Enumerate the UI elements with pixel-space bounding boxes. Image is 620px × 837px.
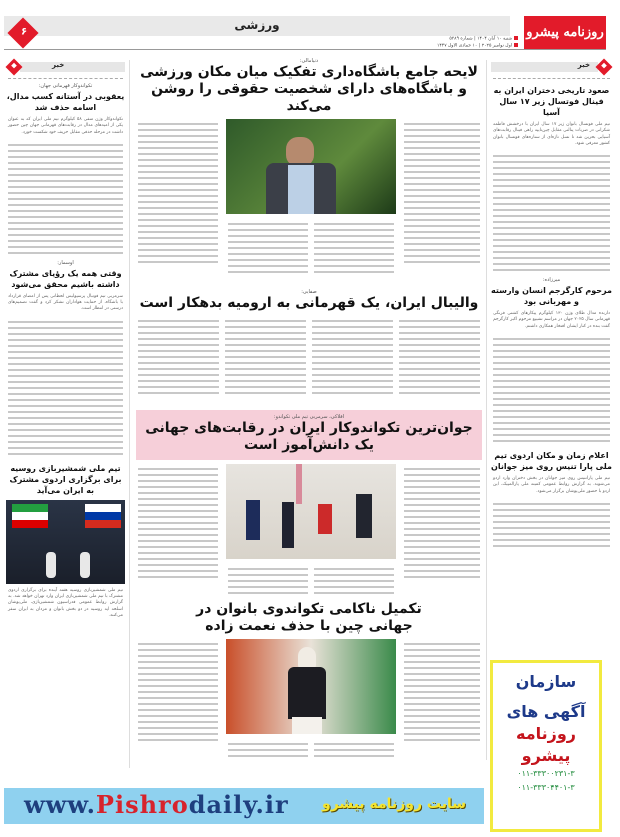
story-title[interactable]: یعقوبی در آستانه کسب مدال، اسامه حذف شد	[6, 92, 125, 112]
main-column	[136, 60, 482, 775]
story-body	[487, 149, 616, 277]
ad-line: سازمان	[515, 672, 577, 691]
ad-box[interactable]	[490, 660, 602, 832]
news-label: خبر	[491, 60, 612, 74]
article-headline[interactable]: والیبال ایران، یک قهرمانی به ارومیه بدهکار است	[139, 295, 479, 311]
article-kicker: افلاکی، سرمربی تیم ملی تکواندو:	[273, 414, 345, 420]
taekwondo-photo	[226, 464, 396, 559]
article1-body	[136, 115, 482, 285]
iran-flag-icon	[12, 504, 48, 528]
ad-phone: ۰۱۱-۳۳۳۰۴۴۰۱-۳	[517, 783, 575, 792]
news-label: خبر	[6, 60, 125, 74]
website-url[interactable]: www.Pishrodaily.ir	[24, 790, 289, 819]
issue-meta	[437, 36, 518, 49]
article-kicker: صفایی:	[301, 289, 317, 295]
ad-line: روزنامه	[516, 724, 576, 743]
article3-body	[136, 460, 482, 595]
divider	[493, 78, 610, 79]
story-lead: سرمربی تیم فوتبال پرسپولیس لحظاتی پس از امضای قرارداد با باشگاه، از حمایت هواداران تشکر کرد و گفت تصمیم‌های درستی در انتظار است.	[8, 293, 123, 312]
issue-date: شنبه ۱۰ آبان ۱۴۰۴ | شماره ۵۳۸۹	[449, 36, 512, 42]
article-kicker: دنیامالی:	[299, 58, 319, 64]
bullet-icon	[514, 43, 518, 47]
athlete-photo	[226, 639, 396, 734]
story-body	[487, 332, 616, 448]
story-body	[2, 138, 129, 260]
story-kicker: اوسمار:	[57, 259, 74, 266]
story-kicker: میرزاده:	[542, 277, 561, 284]
story-title[interactable]: وقتی همه یک رؤیای مشترک داشته باشیم محقق می‌شود	[9, 268, 122, 289]
article-headline[interactable]: تکمیل ناکامی تکواندوی بانوان در جهانی چین با حذف نعمت زاده	[196, 601, 422, 634]
russia-flag-icon	[85, 504, 121, 528]
page-header	[4, 16, 606, 50]
diamond-icon	[596, 59, 613, 76]
article4-body	[136, 635, 482, 755]
story-lead: تیم ملی پاراتنیس روی میز جوانان در بخش دختران وارد اردو می‌شوند. به گزارش روابط عمومی کمیته ملی پارالمپیک، این اردو با حضور ملی‌پوشان برگزار می‌شود.	[493, 476, 610, 494]
section-title: ورزشی	[234, 18, 280, 32]
article-headline[interactable]: جوان‌ترین تکواندوکار ایران در رقابت‌های جهانی یک دانش‌آموز است	[145, 420, 473, 453]
ad-phone: ۰۱۱-۳۳۳۰۰۲۳۱-۳	[517, 769, 575, 778]
story-body	[2, 315, 129, 461]
story-title[interactable]: تیم ملی شمشیربازی روسیه برای برگزاری اردوی مشترک به ایران می‌آید	[9, 463, 122, 495]
issue-date-alt: اول نوامبر ۲۰۲۵ | ۱۰ جمادی الاول ۱۴۴۷	[436, 43, 512, 48]
page-number: ۶	[20, 26, 28, 38]
story-lead: تکواندوکار وزن منفی ۵۸ کیلوگرم تیم ملی ایران که به عنوان یکی از امیدهای مدال در رقابت‌های قهرمانی جهان چین حضور داشت در مرحله حذفی مقابل حریف خود شکست خورد.	[8, 117, 123, 135]
ad-line: پیشرو	[521, 746, 571, 765]
story-title[interactable]: صعود تاریخی دختران ایران به فینال فوتسال زیر ۱۷ سال آسیا	[493, 86, 610, 117]
story-lead: تیم ملی شمشیربازی روسیه هفته آینده برای برگزاری اردوی مشترک با تیم ملی شمشیربازی ایران وارد تهران خواهد شد. به گزارش روابط عمومی فدراسیون شمشیربازی، ملی‌پوشان اسلحه اپه روسیه در دو بخش بانوان و مردان به ایران سفر می‌کنند.	[8, 587, 123, 618]
story-title[interactable]: اعلام زمان و مکان اردوی تیم ملی پارا تنیس روی میز جوانان	[491, 451, 612, 472]
story-title[interactable]: مرحوم کارگرجم انسان وارسته و مهربانی بود	[491, 286, 612, 307]
ad-line: آگهی های	[506, 702, 586, 721]
bullet-icon	[514, 36, 518, 40]
header-divider	[4, 49, 606, 50]
article-headline[interactable]: لایحه جامع باشگاه‌داری تفکیک میان مکان ورزشی و باشگاه‌های دارای شخصیت حقوقی را روشن می‌کند	[140, 64, 478, 114]
article2-body	[136, 312, 482, 402]
newspaper-logo: روزنامه پیشرو	[524, 16, 606, 50]
divider	[8, 78, 123, 79]
minister-photo	[226, 119, 396, 214]
story-lead: تیم ملی فوتسال بانوان زیر ۱۷ سال ایران با درخشش فاطمه شکرانی در ضربات پنالتی مقابل چین‌تایپه راهی فینال رقابت‌های آسیایی بحرین شد تا نسل تازه‌ای از ستاره‌های فوتسال بانوان کشور معرفی شود.	[493, 122, 610, 146]
story-body	[487, 497, 616, 553]
featured-headline-box	[136, 410, 482, 460]
website-banner[interactable]	[4, 788, 484, 824]
fencing-photo	[6, 500, 125, 584]
story-lead: دارنده مدال طلای وزن ۱۳۰ کیلوگرم پیکارهای کشتی فرنگی قهرمانی سال ۲۰۲۵ جهان در مراسم تشییع مرحوم اکبر کارگرجم گفت بنده در کنار ایشان افتخار همکاری داشتم.	[493, 311, 610, 329]
right-news-column	[486, 60, 616, 760]
left-news-column	[2, 60, 130, 768]
story-kicker: تکواندوکار قهرمانی جهان:	[38, 83, 93, 89]
banner-persian-text: سایت روزنامه پیشرو	[322, 796, 466, 812]
